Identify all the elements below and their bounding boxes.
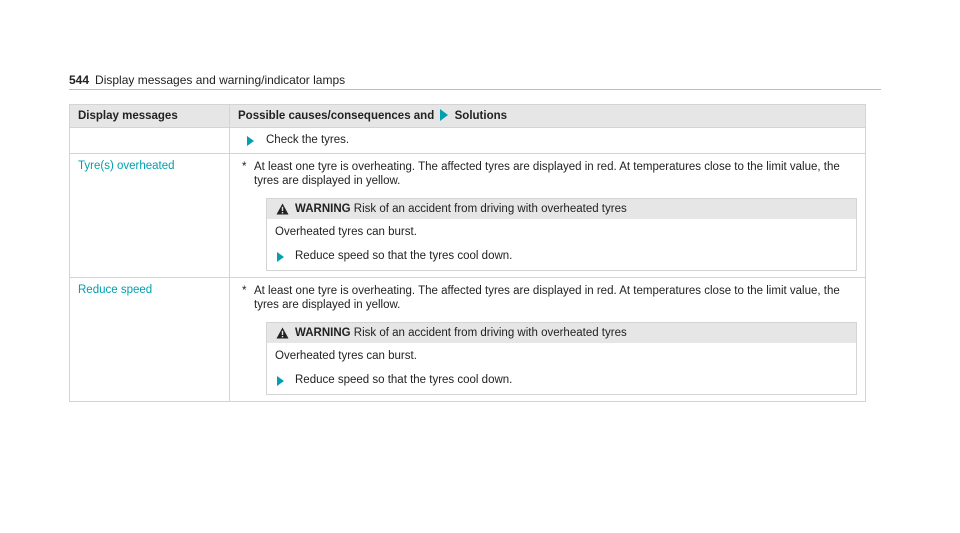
table-row: [70, 128, 866, 154]
step-arrow-icon: [277, 376, 284, 386]
warning-header: [267, 199, 856, 219]
display-messages-table: [69, 104, 866, 402]
page-number: 544: [69, 73, 90, 87]
warning-action-step: [275, 249, 848, 264]
note-text: At least one tyre is overheating. The affected tyres are displayed in red. At temperatures close to the limit value, the tyres are displayed in yellow.: [254, 161, 840, 187]
solution-arrow-icon: [440, 109, 448, 121]
header-rule: [69, 89, 881, 90]
warning-label: WARNING: [295, 327, 351, 339]
asterisk-icon: *: [242, 285, 247, 297]
warning-triangle-icon: [276, 327, 289, 339]
display-message-tyres-overheated: Tyre(s) overheated: [70, 154, 230, 278]
page-header: [69, 73, 881, 89]
warning-body: [267, 343, 856, 394]
warning-title: Risk of an accident from driving with overheated tyres: [353, 203, 627, 215]
warning-triangle-icon: [276, 203, 289, 215]
display-message-cell: [70, 128, 230, 154]
table-row: [70, 154, 866, 278]
column-header-causes-solutions: [230, 105, 866, 128]
footnote-note: [238, 284, 857, 312]
display-message-reduce-speed: Reduce speed: [70, 278, 230, 402]
action-step-text: Check the tyres.: [266, 134, 350, 146]
solution-cell: [230, 128, 866, 154]
solution-cell: [230, 154, 866, 278]
column-header-display-messages: Display messages: [70, 105, 230, 128]
step-arrow-icon: [247, 136, 254, 146]
asterisk-icon: *: [242, 161, 247, 173]
warning-step-text: Reduce speed so that the tyres cool down.: [295, 374, 513, 386]
table-row: [70, 278, 866, 402]
warning-body: [267, 219, 856, 270]
warning-box: [266, 322, 857, 395]
warning-text: Overheated tyres can burst.: [275, 226, 417, 238]
warning-label: WARNING: [295, 203, 351, 215]
warning-step-text: Reduce speed so that the tyres cool down.: [295, 250, 513, 262]
column-header-causes-label: Possible causes/consequences and: [238, 110, 435, 122]
warning-text: Overheated tyres can burst.: [275, 350, 417, 362]
page-title: Display messages and warning/indicator lamps: [95, 73, 346, 87]
warning-header: [267, 323, 856, 343]
warning-action-step: [275, 373, 848, 388]
step-arrow-icon: [277, 252, 284, 262]
solution-cell: [230, 278, 866, 402]
column-header-solutions-label: Solutions: [454, 110, 508, 122]
table-header-row: [70, 105, 866, 128]
action-step: [238, 133, 857, 148]
footnote-note: [238, 160, 857, 188]
warning-title: Risk of an accident from driving with overheated tyres: [353, 327, 627, 339]
warning-box: [266, 198, 857, 271]
note-text: At least one tyre is overheating. The affected tyres are displayed in red. At temperatures close to the limit value, the tyres are displayed in yellow.: [254, 285, 840, 311]
